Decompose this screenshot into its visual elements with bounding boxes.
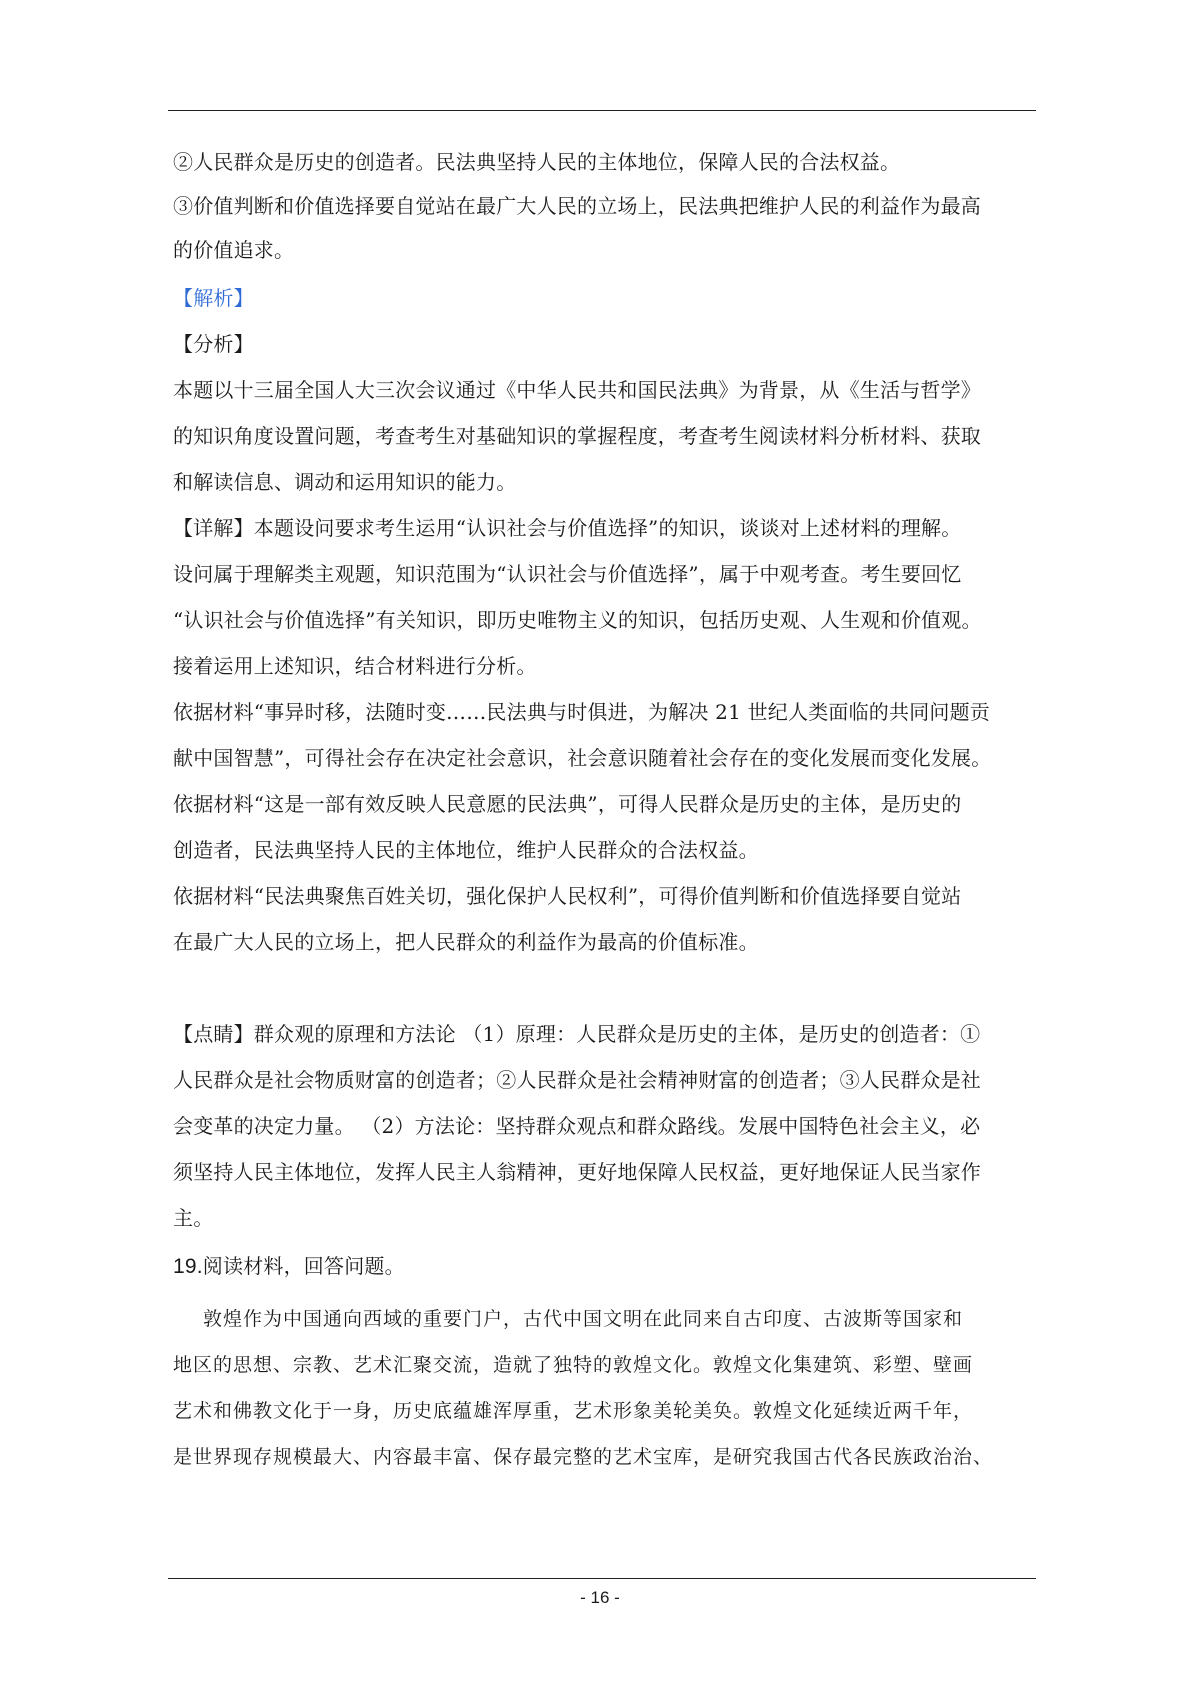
xiangjie-line: 在最广大人民的立场上，把人民群众的利益作为最高的价值标准。	[173, 930, 759, 954]
dianjing-line: 主。	[173, 1206, 214, 1230]
footer-rule	[168, 1578, 1036, 1579]
material-line: 艺术和佛教文化于一身，历史底蕴雄浑厚重，艺术形象美轮美奂。敦煌文化延续近两千年，	[173, 1400, 974, 1422]
xiangjie-line: 设问属于理解类主观题，知识范围为“认识社会与价值选择”，属于中观考查。考生要回忆	[173, 562, 962, 586]
fenxi-line: 的知识角度设置问题，考查考生对基础知识的掌握程度，考查考生阅读材料分析材料、获取	[173, 424, 981, 448]
fenxi-line: 和解读信息、调动和运用知识的能力。	[173, 470, 517, 494]
dianjing-line: 须坚持人民主体地位，发挥人民主人翁精神，更好地保障人民权益，更好地保证人民当家作	[173, 1160, 981, 1184]
analysis-heading: 【解析】	[173, 286, 254, 310]
fenxi-line: 本题以十三届全国人大三次会议通过《中华人民共和国民法典》为背景，从《生活与哲学》	[173, 378, 981, 402]
dianjing-line: 【点睛】群众观的原理和方法论 （1）原理：人民群众是历史的主体，是历史的创造者：①	[173, 1022, 981, 1046]
dianjing-line: 人民群众是社会物质财富的创造者；②人民群众是社会精神财富的创造者；③人民群众是社	[173, 1068, 981, 1092]
intro-point-3: ③价值判断和价值选择要自觉站在最广大人民的立场上，民法典把维护人民的利益作为最高	[173, 194, 981, 218]
intro-point-3-cont: 的价值追求。	[173, 238, 295, 262]
question-19	[173, 1254, 1033, 1279]
page-content	[173, 150, 1033, 1469]
xiangjie-line: 创造者，民法典坚持人民的主体地位，维护人民群众的合法权益。	[173, 838, 759, 862]
material-line: 地区的思想、宗教、艺术汇聚交流，造就了独特的敦煌文化。敦煌文化集建筑、彩塑、壁画	[173, 1354, 974, 1376]
fenxi-heading: 【分析】	[173, 332, 254, 356]
xiangjie-line: 献中国智慧”，可得社会存在决定社会意识，社会意识随着社会存在的变化发展而变化发展。	[173, 746, 992, 770]
material-line: 敦煌作为中国通向西域的重要门户，古代中国文明在此同来自古印度、古波斯等国家和	[203, 1308, 964, 1330]
xiangjie-line: 接着运用上述知识，结合材料进行分析。	[173, 654, 537, 678]
xiangjie-line: 依据材料“这是一部有效反映人民意愿的民法典”，可得人民群众是历史的主体，是历史的	[173, 792, 962, 816]
xiangjie-line: 依据材料“事异时移，法随时变……民法典与时俱进，为解决 21 世纪人类面临的共同问题贡	[173, 700, 990, 724]
material-line: 是世界现存规模最大、内容最丰富、保存最完整的艺术宝库，是研究我国古代各民族政治治、	[173, 1446, 994, 1468]
dianjing-line: 会变革的决定力量。 （2）方法论：坚持群众观点和群众路线。发展中国特色社会主义，必	[173, 1114, 981, 1138]
question-number: 19.	[173, 1255, 203, 1278]
xiangjie-line: 依据材料“民法典聚焦百姓关切，强化保护人民权利”，可得价值判断和价值选择要自觉站	[173, 884, 962, 908]
page-number: - 16 -	[580, 1588, 620, 1607]
xiangjie-line: 【详解】本题设问要求考生运用“认识社会与价值选择”的知识，谈谈对上述材料的理解。	[173, 516, 962, 540]
intro-point-2: ②人民群众是历史的创造者。民法典坚持人民的主体地位，保障人民的合法权益。	[173, 150, 901, 174]
header-rule	[168, 110, 1036, 111]
question-prompt: 阅读材料，回答问题。	[202, 1254, 405, 1278]
xiangjie-line: “认识社会与价值选择”有关知识，即历史唯物主义的知识，包括历史观、人生观和价值观。	[173, 608, 982, 632]
